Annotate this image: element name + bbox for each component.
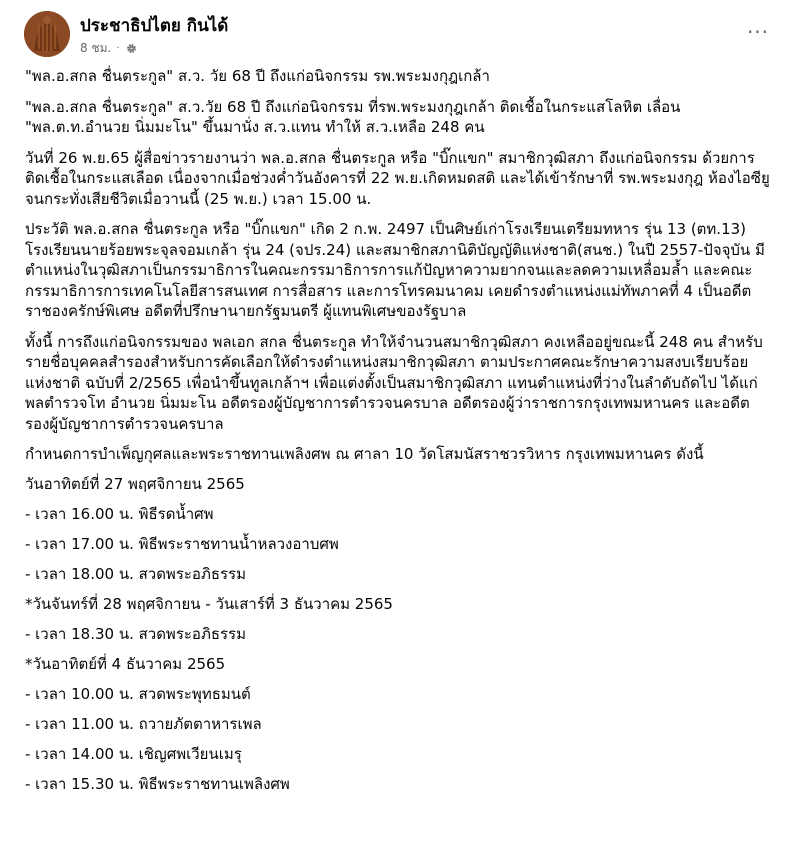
schedule-line: - เวลา 10.00 น. สวดพระพุทธมนต์ [25,684,251,703]
schedule-line: - เวลา 14.00 น. เชิญศพเวียนเมรุ [25,744,242,763]
post-timestamp[interactable]: 8 ชม. [80,41,112,55]
post-paragraph: วันที่ 26 พ.ย.65 ผู้สื่อข่าวรายงานว่า พล.อ.สกล ชื่นตระกูล หรือ "บิ๊กแขก" สมาชิกวุฒิสภา ถึงแก่อนิจกรรม ด้วยการติดเชื้อในกระแสเลือด เนื่องจากเมื่อช่วงค่ำวันอังคารที่ 22 พ.ย.เกิดหมดสติ และได้เข้ารักษาที่ รพ.พระมงกุฎ ห้องไอซียู จนกระทั่งเสียชีวิตเมื่อวานนี้ (25 พ.ย.) เวลา 15.00 น. [25,148,770,208]
page-name[interactable]: ประชาธิปไตย กินได้ [80,16,229,36]
post-paragraph: "พล.อ.สกล ชื่นตระกูล" ส.ว.วัย 68 ปี ถึงแก่อนิจกรรม ที่รพ.พระมงกุฎเกล้า ติดเชื้อในกระแสโลหิต เลื่อน "พล.ต.ท.อำนวย นิ่มมะโน" ขึ้นมานั่ง ส.ว.แทน ทำให้ ส.ว.เหลือ 248 คน [25,97,681,136]
post-header [24,11,800,61]
post-meta [80,39,138,58]
post-paragraph: ทั้งนี้ การถึงแก่อนิจกรรมของ พลเอก สกล ชื่นตระกูล ทำให้จำนวนสมาชิกวุฒิสภา คงเหลืออยู่ขณะนี้ 248 คน สำหรับรายชื่อบุคคลสำรองสำหรับการคัดเลือกให้ดำรงตำแหน่งสมาชิกวุฒิสภา ตามประกาศคณะรักษาความสงบเรียบร้อยแห่งชาติ ฉบับที่ 2/2565 เพื่อนำขึ้นทูลเกล้าฯ เพื่อแต่งตั้งเป็นสมาชิกวุฒิสภา แทนตำแหน่งที่ว่างในลำดับถัดไป ได้แก่ พลตำรวจโท อำนวย นิ่มมะโน อดีตรองผู้บัญชาการตำรวจนครบาล อดีตรองผู้ว่าราชการกรุงเทพมหานคร และอดีตรองผู้บัญชาการตำรวจนครบาล [25,332,763,433]
post-body [25,66,770,804]
more-options-icon[interactable]: ··· [746,20,770,44]
schedule-line: - เวลา 15.30 น. พิธีพระราชทานเพลิงศพ [25,774,290,793]
schedule-line: - เวลา 16.00 น. พิธีรดน้ำศพ [25,504,214,523]
schedule-line: *วันอาทิตย์ที่ 4 ธันวาคม 2565 [25,654,226,673]
gear-icon[interactable] [125,42,138,55]
post-paragraph: กำหนดการบำเพ็ญกุศลและพระราชทานเพลิงศพ ณ ศาลา 10 วัดโสมนัสราชวรวิหาร กรุงเทพมหานคร ดังนี้ [25,445,704,463]
schedule-line: - เวลา 11.00 น. ถวายภัตตาหารเพล [25,714,262,733]
schedule-line: - เวลา 18.00 น. สวดพระอภิธรรม [25,564,246,583]
schedule-line: - เวลา 17.00 น. พิธีพระราชทานน้ำหลวงอาบศพ [25,534,339,553]
schedule-line: *วันจันทร์ที่ 28 พฤศจิกายน - วันเสาร์ที่ 3 ธันวาคม 2565 [25,594,393,613]
post-headline: "พล.อ.สกล ชื่นตระกูล" ส.ว. วัย 68 ปี ถึงแก่อนิจกรรม รพ.พระมงกุฎเกล้า [25,67,490,85]
post-paragraph: ประวัติ พล.อ.สกล ชื่นตระกูล หรือ "บิ๊กแขก" เกิด 2 ก.พ. 2497 เป็นศิษย์เก่าโรงเรียนเตรียมทหาร รุ่น 13 (ตท.13) โรงเรียนนายร้อยพระจุลจอมเกล้า รุ่น 24 (จปร.24) และสมาชิกสภานิติบัญญัติแห่งชาติ(สนช.) ในปี 2557-ปัจจุบัน มีตำแหน่งในวุฒิสภาเป็นกรรมาธิการในคณะกรรมาธิการการแก้ปัญหาความยากจนและลดความเหลื่อมล้ำ และคณะกรรมาธิการการเทคโนโลยีสารสนเทศ การสื่อสาร และการโทรคมนาคม เคยดำรงตำแหน่งแม่ทัพภาคที่ 4 เป็นอดีตราชองครักษ์พิเศษ อดีตที่ปรึกษานายกรัฐมนตรี ผู้แทนพิเศษของรัฐบาล [25,220,765,320]
schedule-line: วันอาทิตย์ที่ 27 พฤศจิกายน 2565 [25,474,245,493]
schedule-line: - เวลา 18.30 น. สวดพระอภิธรรม [25,624,246,643]
page-avatar[interactable] [24,11,70,57]
avatar-image [24,11,70,57]
meta-separator: · [116,43,120,54]
